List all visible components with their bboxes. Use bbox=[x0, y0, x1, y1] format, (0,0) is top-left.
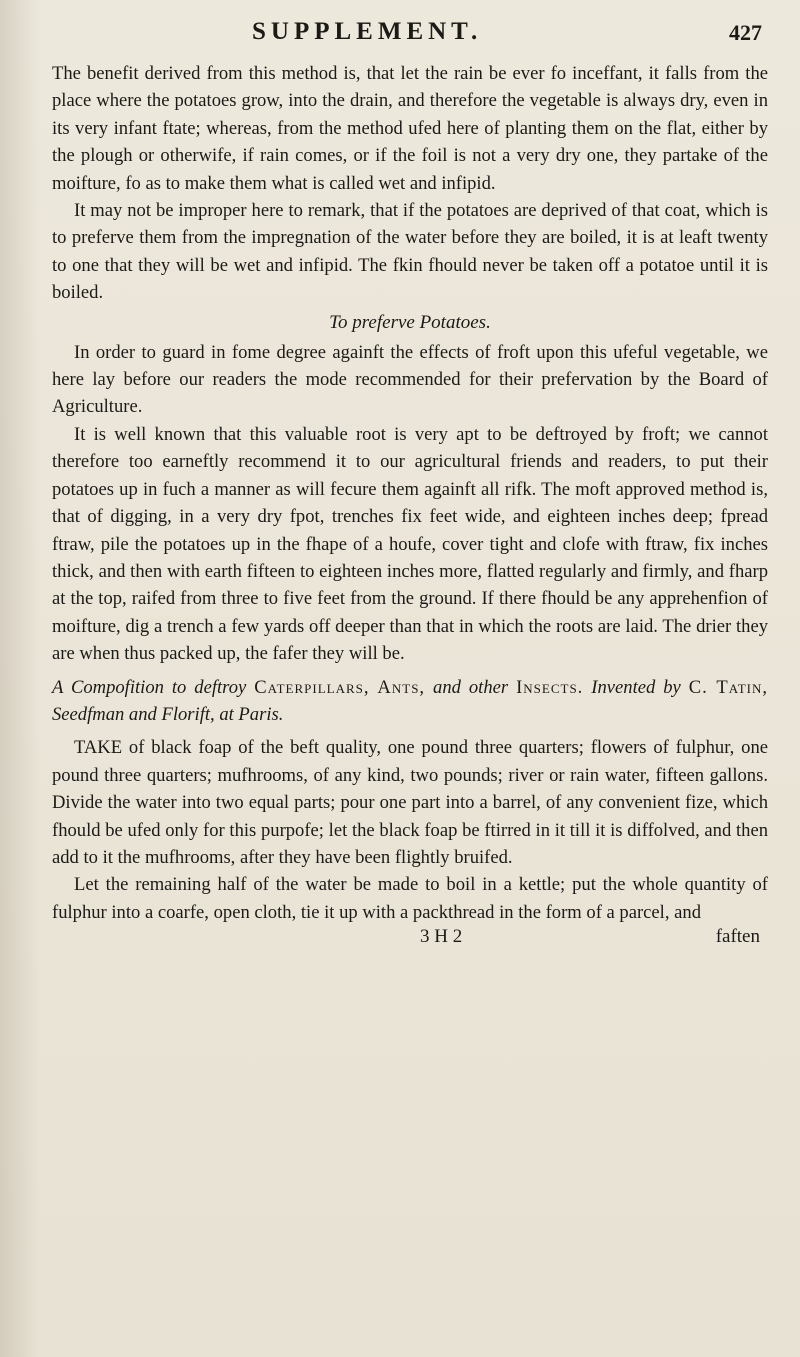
scan-shadow bbox=[0, 0, 40, 1357]
page-header bbox=[52, 0, 768, 60]
composition-title-part: Caterpillars, Ants, bbox=[254, 676, 426, 698]
catchword: faften bbox=[715, 926, 760, 948]
paragraph-frost-guard: In order to guard in fome degree againft the effects of froft upon this ufeful vegetable, we here lay before our readers the mode recommended for their prefervation by the Board of Agriculture. bbox=[52, 341, 768, 418]
signature-mark: 3 H 2 bbox=[420, 926, 463, 948]
composition-title-part: C. Tatin, bbox=[688, 676, 769, 698]
composition-title-part: and other bbox=[433, 676, 509, 698]
composition-title-part: Insects. bbox=[516, 676, 584, 698]
page-footer bbox=[52, 926, 768, 956]
composition-title-part: Seedfman and Florift, at Paris. bbox=[52, 703, 284, 725]
running-title: SUPPLEMENT. bbox=[252, 18, 483, 45]
paragraph-recipe: TAKE of black foap of the beft quality, one pound three quarters; flowers of fulphur, one pound three quarters; mufhrooms, of any kind, two pounds; river or rain water, fifteen gallons. Divide the water into two equal parts; pour one part into a barrel, of any convenient fize, which fhould be ufed only for this purpofe; let the black foap be ftirred in it till it is diffolved, and then add to it the mufhrooms, after they have been flightly bruifed. bbox=[52, 737, 768, 868]
composition-title-part: Invented by bbox=[591, 676, 681, 698]
page-number: 427 bbox=[729, 20, 762, 45]
section-title-composition bbox=[52, 674, 768, 729]
paragraph-drainage-benefit: The benefit derived from this method is, that let the rain be ever fo inceffant, it falls from the place where the potatoes grow, into the drain, and therefore the vegetable is always dry, even in its very infant ftate; whereas, from the method ufed here of planting them on the flat, either by the plough or otherwife, if rain comes, or if the foil is not a very dry one, they partake of the moifture, fo as to make them what is called wet and infipid. bbox=[52, 63, 768, 194]
page-content bbox=[52, 0, 768, 956]
section-title-preserve-potatoes: To preferve Potatoes. bbox=[329, 311, 491, 333]
paragraph-boil-water: Let the remaining half of the water be made to boil in a kettle; put the whole quantity of fulphur into a coarfe, open cloth, tie it up with a packthread in the form of a parcel, and bbox=[52, 874, 768, 923]
composition-title-part: A Compofition to deftroy bbox=[52, 676, 247, 698]
paragraph-storage-method: It is well known that this valuable root is very apt to be deftroyed by froft; we cannot therefore too earneftly recommend it to our agricultural friends and readers, to put their potatoes up in fuch a manner as will fecure them againft all rifk. The moft approved method is, that of digging, in a very dry fpot, trenches fix feet wide, and eighteen inches deep; fpread ftraw, pile the potatoes up in the fhape of a houfe, cover tight and clofe with ftraw, fix inches thick, and then with earth fifteen to eighteen inches more, flatted regularly and firmly, and fharp at the top, raifed from three to five feet from the ground. If there fhould be any apprehenfion of moifture, dig a trench a few yards off deeper than that in which the roots are laid. The drier they are when thus packed up, the fafer they will be. bbox=[52, 423, 768, 665]
paragraph-potato-skin: It may not be improper here to remark, that if the potatoes are deprived of that coat, which is to preferve them from the impregnation of the water before they are boiled, it is at leaft twenty to one that they will be wet and infipid. The fkin fhould never be taken off a potatoe until it is boiled. bbox=[52, 200, 768, 304]
